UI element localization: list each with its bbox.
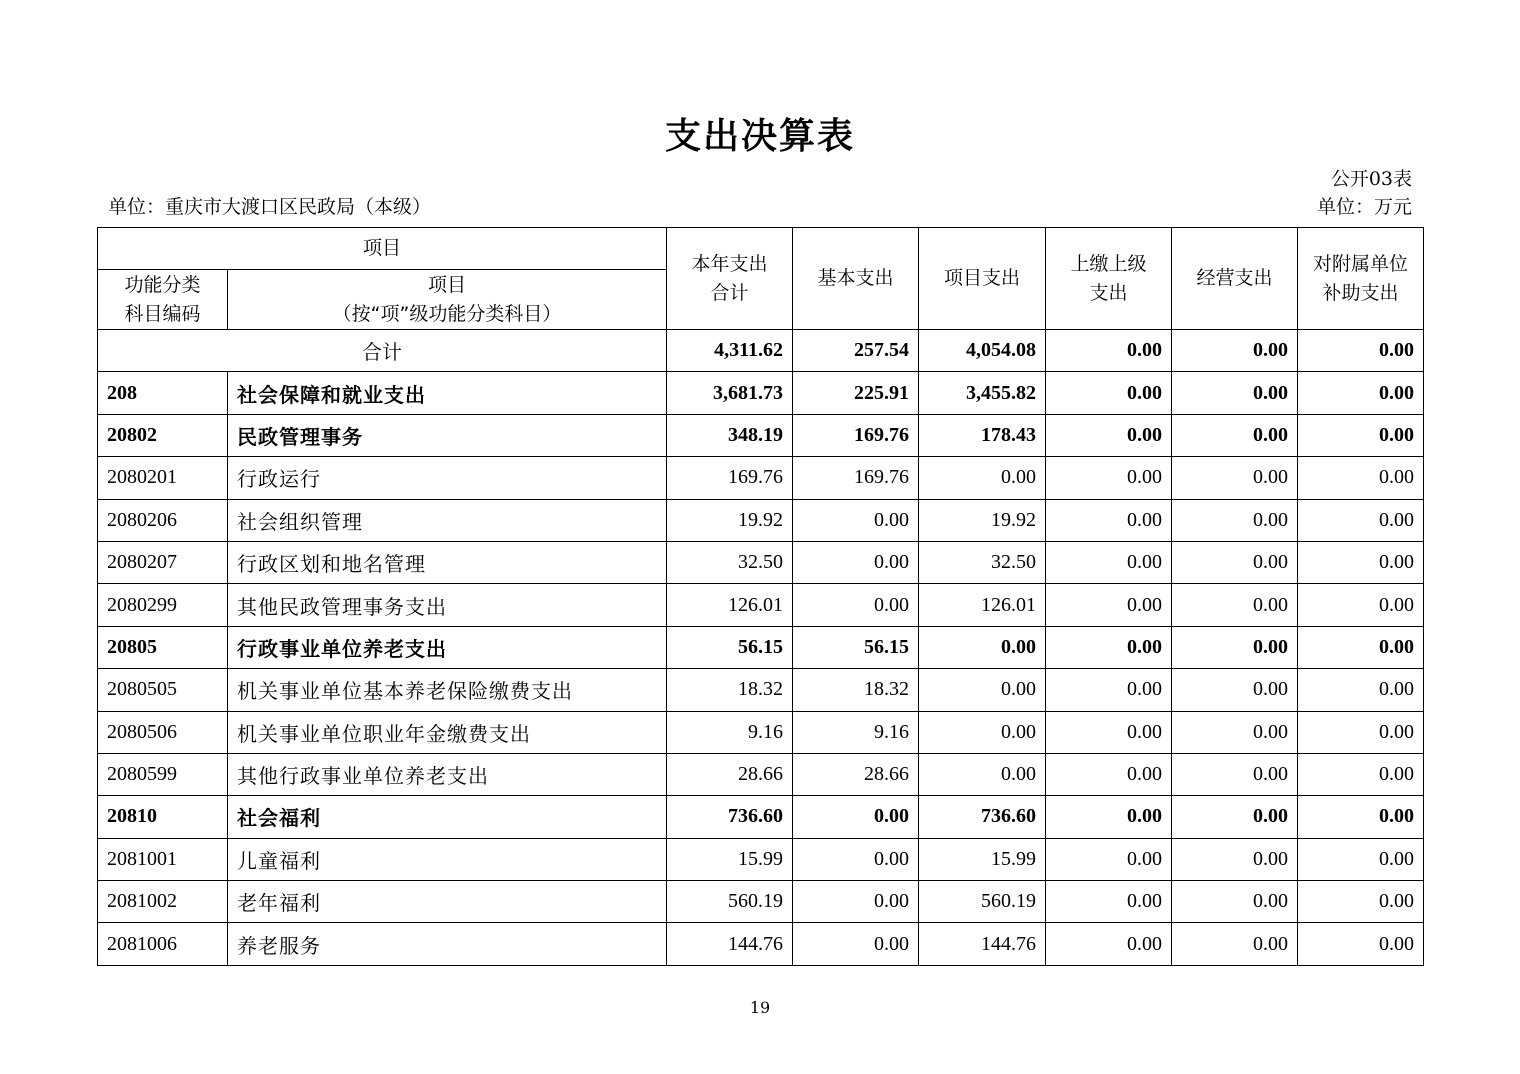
header-item-group: 项目: [98, 228, 667, 270]
row-value: 0.00: [793, 923, 919, 965]
row-value: 169.76: [793, 414, 919, 456]
row-name: 其他行政事业单位养老支出: [228, 753, 667, 795]
row-value: 0.00: [1298, 584, 1424, 626]
row-name: 社会福利: [228, 796, 667, 838]
total-cell: 4,311.62: [667, 330, 793, 372]
row-name: 机关事业单位职业年金缴费支出: [228, 711, 667, 753]
row-value: 0.00: [1298, 838, 1424, 880]
row-name: 社会保障和就业支出: [228, 372, 667, 414]
row-value: 0.00: [1046, 626, 1172, 668]
total-label: 合计: [98, 330, 667, 372]
header-name-line1: 项目: [428, 273, 467, 296]
table-row: [98, 753, 1424, 795]
row-value: 0.00: [1172, 457, 1298, 499]
total-cell: 0.00: [1046, 330, 1172, 372]
row-name: 民政管理事务: [228, 414, 667, 456]
row-value: 0.00: [1172, 414, 1298, 456]
table-row: [98, 626, 1424, 668]
row-code: 2080206: [98, 499, 228, 541]
row-value: 0.00: [1298, 923, 1424, 965]
row-value: 0.00: [1172, 372, 1298, 414]
header-subsidy: 对附属单位补助支出: [1298, 228, 1424, 330]
row-value: 0.00: [919, 711, 1046, 753]
header-project: 项目支出: [919, 228, 1046, 330]
row-value: 0.00: [1046, 753, 1172, 795]
row-value: 0.00: [1046, 711, 1172, 753]
row-value: 0.00: [793, 541, 919, 583]
row-value: 0.00: [793, 881, 919, 923]
row-name: 行政区划和地名管理: [228, 541, 667, 583]
row-name: 机关事业单位基本养老保险缴费支出: [228, 669, 667, 711]
header-upper: 上缴上级支出: [1046, 228, 1172, 330]
row-value: 0.00: [1172, 838, 1298, 880]
row-value: 225.91: [793, 372, 919, 414]
table-row: [98, 923, 1424, 965]
row-value: 178.43: [919, 414, 1046, 456]
row-value: 348.19: [667, 414, 793, 456]
row-value: 9.16: [667, 711, 793, 753]
row-value: 0.00: [1298, 414, 1424, 456]
row-value: 0.00: [1298, 372, 1424, 414]
header-code: 功能分类科目编码: [98, 270, 228, 330]
row-value: 0.00: [1298, 796, 1424, 838]
row-value: 0.00: [1046, 414, 1172, 456]
row-value: 0.00: [1046, 541, 1172, 583]
row-code: 2081002: [98, 881, 228, 923]
row-value: 0.00: [1046, 584, 1172, 626]
row-value: 0.00: [919, 753, 1046, 795]
header-business: 经营支出: [1172, 228, 1298, 330]
row-name: 老年福利: [228, 881, 667, 923]
row-code: 2080599: [98, 753, 228, 795]
header-basic: 基本支出: [793, 228, 919, 330]
row-code: 208: [98, 372, 228, 414]
row-value: 0.00: [1298, 499, 1424, 541]
row-code: 2080207: [98, 541, 228, 583]
header-name-line2: （按“项”级功能分类科目）: [332, 302, 562, 325]
row-value: 0.00: [1046, 669, 1172, 711]
row-name: 行政事业单位养老支出: [228, 626, 667, 668]
row-value: 15.99: [667, 838, 793, 880]
total-cell: 0.00: [1172, 330, 1298, 372]
row-value: 736.60: [667, 796, 793, 838]
row-value: 0.00: [1172, 669, 1298, 711]
row-name: 养老服务: [228, 923, 667, 965]
row-code: 2080506: [98, 711, 228, 753]
page-title: 支出决算表: [664, 116, 855, 157]
row-value: 0.00: [793, 838, 919, 880]
row-value: 0.00: [1172, 626, 1298, 668]
row-value: 0.00: [1046, 457, 1172, 499]
table-row: [98, 881, 1424, 923]
table-row: [98, 372, 1424, 414]
row-value: 18.32: [793, 669, 919, 711]
row-value: 144.76: [667, 923, 793, 965]
row-value: 0.00: [1172, 711, 1298, 753]
row-value: 0.00: [1046, 923, 1172, 965]
reporting-unit: 单位：重庆市大渡口区民政局（本级）: [108, 196, 432, 218]
table-row: [98, 796, 1424, 838]
row-value: 0.00: [1172, 881, 1298, 923]
row-value: 736.60: [919, 796, 1046, 838]
table-row: [98, 457, 1424, 499]
row-code: 2081006: [98, 923, 228, 965]
currency-unit: 单位：万元: [1316, 196, 1412, 218]
row-value: 0.00: [1172, 584, 1298, 626]
table-row: [98, 499, 1424, 541]
row-name: 其他民政管理事务支出: [228, 584, 667, 626]
row-value: 19.92: [667, 499, 793, 541]
row-value: 0.00: [1172, 753, 1298, 795]
row-value: 0.00: [919, 457, 1046, 499]
row-value: 0.00: [793, 796, 919, 838]
table-row: [98, 414, 1424, 456]
row-value: 0.00: [1046, 499, 1172, 541]
row-value: 169.76: [667, 457, 793, 499]
total-cell: 4,054.08: [919, 330, 1046, 372]
header-total: 本年支出合计: [667, 228, 793, 330]
row-code: 20802: [98, 414, 228, 456]
row-code: 20810: [98, 796, 228, 838]
row-value: 19.92: [919, 499, 1046, 541]
page-number: 19: [749, 998, 771, 1017]
row-value: 0.00: [1046, 881, 1172, 923]
row-value: 0.00: [1298, 457, 1424, 499]
row-name: 社会组织管理: [228, 499, 667, 541]
row-value: 0.00: [793, 584, 919, 626]
row-name: 儿童福利: [228, 838, 667, 880]
row-value: 144.76: [919, 923, 1046, 965]
row-value: 32.50: [667, 541, 793, 583]
row-value: 9.16: [793, 711, 919, 753]
row-value: 0.00: [793, 499, 919, 541]
header-name: [228, 270, 667, 330]
row-code: 20805: [98, 626, 228, 668]
row-value: 0.00: [919, 626, 1046, 668]
row-value: 169.76: [793, 457, 919, 499]
row-code: 2081001: [98, 838, 228, 880]
row-value: 3,455.82: [919, 372, 1046, 414]
table-header: [98, 228, 1424, 330]
row-value: 0.00: [1298, 711, 1424, 753]
row-value: 0.00: [1172, 796, 1298, 838]
row-value: 0.00: [1172, 923, 1298, 965]
row-value: 15.99: [919, 838, 1046, 880]
row-value: 18.32: [667, 669, 793, 711]
table-row: [98, 838, 1424, 880]
row-value: 56.15: [793, 626, 919, 668]
row-value: 560.19: [667, 881, 793, 923]
row-value: 126.01: [667, 584, 793, 626]
row-code: 2080505: [98, 669, 228, 711]
row-code: 2080201: [98, 457, 228, 499]
row-value: 0.00: [1298, 669, 1424, 711]
row-value: 0.00: [1046, 838, 1172, 880]
table-row: [98, 669, 1424, 711]
row-value: 32.50: [919, 541, 1046, 583]
row-value: 0.00: [1172, 541, 1298, 583]
form-number: 公开03表: [1330, 168, 1412, 190]
row-value: 0.00: [1046, 796, 1172, 838]
row-value: 0.00: [1298, 753, 1424, 795]
total-cell: 257.54: [793, 330, 919, 372]
row-value: 3,681.73: [667, 372, 793, 414]
table-row: [98, 711, 1424, 753]
row-value: 0.00: [1298, 541, 1424, 583]
table-row: [98, 541, 1424, 583]
row-code: 2080299: [98, 584, 228, 626]
row-value: 56.15: [667, 626, 793, 668]
row-value: 28.66: [793, 753, 919, 795]
table-row: [98, 584, 1424, 626]
table-body: [98, 330, 1424, 966]
row-name: 行政运行: [228, 457, 667, 499]
row-value: 0.00: [1172, 499, 1298, 541]
row-value: 126.01: [919, 584, 1046, 626]
row-value: 28.66: [667, 753, 793, 795]
total-row: [98, 330, 1424, 372]
row-value: 0.00: [1298, 881, 1424, 923]
expenditure-table: [97, 227, 1424, 966]
row-value: 560.19: [919, 881, 1046, 923]
row-value: 0.00: [1046, 372, 1172, 414]
total-cell: 0.00: [1298, 330, 1424, 372]
row-value: 0.00: [919, 669, 1046, 711]
row-value: 0.00: [1298, 626, 1424, 668]
